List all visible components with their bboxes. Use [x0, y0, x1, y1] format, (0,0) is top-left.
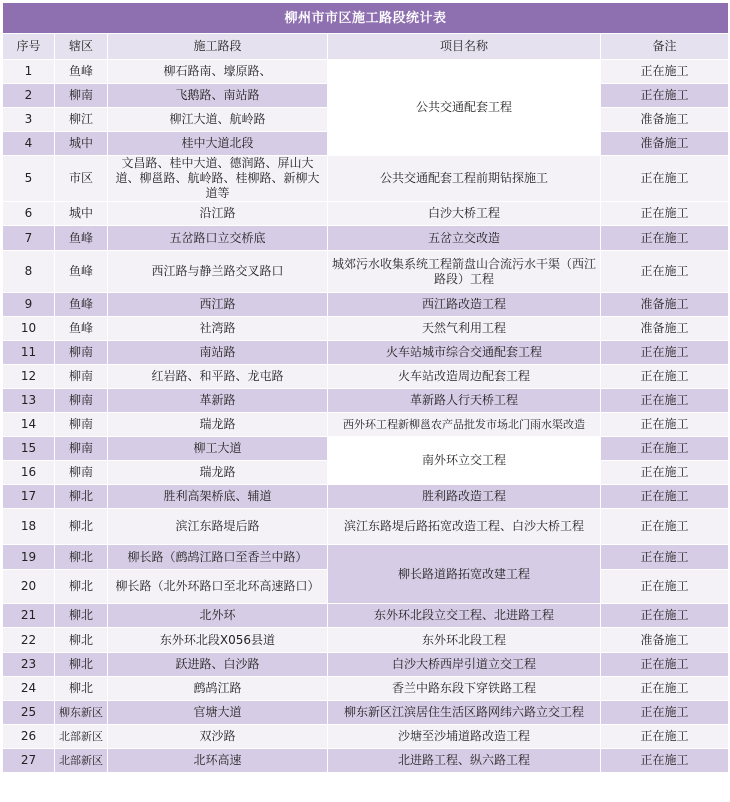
- cell-no: 2: [3, 84, 55, 108]
- cell-no: 5: [3, 156, 55, 202]
- cell-project: 革新路人行天桥工程: [328, 389, 601, 413]
- cell-no: 22: [3, 628, 55, 653]
- cell-no: 26: [3, 725, 55, 749]
- cell-road: 桂中大道北段: [108, 132, 328, 156]
- cell-no: 19: [3, 545, 55, 570]
- cell-district: 柳南: [55, 365, 108, 389]
- cell-road: 北环高速: [108, 749, 328, 773]
- table-row: [3, 545, 729, 570]
- cell-project: 滨江东路堤后路拓宽改造工程、白沙大桥工程: [328, 509, 601, 545]
- cell-note: 正在施工: [601, 545, 729, 570]
- cell-road: 红岩路、和平路、龙屯路: [108, 365, 328, 389]
- cell-no: 20: [3, 570, 55, 604]
- cell-note: 准备施工: [601, 108, 729, 132]
- header-project: 项目名称: [328, 34, 601, 60]
- cell-district: 鱼峰: [55, 60, 108, 84]
- cell-district: 柳南: [55, 341, 108, 365]
- cell-note: 正在施工: [601, 156, 729, 202]
- cell-note: 准备施工: [601, 132, 729, 156]
- cell-note: 正在施工: [601, 570, 729, 604]
- cell-project-merged: 柳长路道路拓宽改建工程: [328, 545, 601, 604]
- cell-road: 鹧鸪江路: [108, 677, 328, 701]
- cell-no: 10: [3, 317, 55, 341]
- table-row: [3, 677, 729, 701]
- cell-note: 准备施工: [601, 293, 729, 317]
- table-row: [3, 202, 729, 226]
- cell-district: 市区: [55, 156, 108, 202]
- cell-district: 鱼峰: [55, 226, 108, 251]
- cell-district: 柳南: [55, 84, 108, 108]
- cell-district: 柳南: [55, 461, 108, 485]
- cell-no: 6: [3, 202, 55, 226]
- cell-project: 沙塘至沙埔道路改造工程: [328, 725, 601, 749]
- cell-district: 柳北: [55, 570, 108, 604]
- cell-no: 16: [3, 461, 55, 485]
- cell-no: 13: [3, 389, 55, 413]
- cell-project: 胜利路改造工程: [328, 485, 601, 509]
- table-row: [3, 653, 729, 677]
- cell-note: 准备施工: [601, 628, 729, 653]
- cell-no: 23: [3, 653, 55, 677]
- cell-no: 3: [3, 108, 55, 132]
- header-district: 辖区: [55, 34, 108, 60]
- cell-no: 9: [3, 293, 55, 317]
- cell-project: 柳东新区江滨居住生活区路网纬六路立交工程: [328, 701, 601, 725]
- cell-note: 正在施工: [601, 604, 729, 628]
- header-note: 备注: [601, 34, 729, 60]
- cell-road: 沿江路: [108, 202, 328, 226]
- cell-note: 准备施工: [601, 317, 729, 341]
- cell-note: 正在施工: [601, 677, 729, 701]
- table-row: [3, 485, 729, 509]
- cell-no: 17: [3, 485, 55, 509]
- construction-table: [2, 2, 729, 773]
- cell-project: 北进路工程、纵六路工程: [328, 749, 601, 773]
- cell-road: 五岔路口立交桥底: [108, 226, 328, 251]
- cell-note: 正在施工: [601, 251, 729, 293]
- cell-no: 7: [3, 226, 55, 251]
- cell-road: 柳江大道、航岭路: [108, 108, 328, 132]
- cell-district: 柳南: [55, 413, 108, 437]
- cell-district: 鱼峰: [55, 251, 108, 293]
- cell-note: 正在施工: [601, 84, 729, 108]
- cell-project: 公共交通配套工程前期钻探施工: [328, 156, 601, 202]
- cell-district: 城中: [55, 132, 108, 156]
- cell-district: 柳南: [55, 437, 108, 461]
- cell-district: 鱼峰: [55, 293, 108, 317]
- cell-note: 正在施工: [601, 461, 729, 485]
- table-row: [3, 389, 729, 413]
- cell-no: 8: [3, 251, 55, 293]
- cell-district: 柳北: [55, 677, 108, 701]
- cell-district: 柳南: [55, 389, 108, 413]
- table-row: [3, 437, 729, 461]
- cell-note: 正在施工: [601, 389, 729, 413]
- cell-road: 西江路: [108, 293, 328, 317]
- cell-note: 正在施工: [601, 749, 729, 773]
- header-road: 施工路段: [108, 34, 328, 60]
- cell-project: 白沙大桥工程: [328, 202, 601, 226]
- cell-district: 鱼峰: [55, 317, 108, 341]
- cell-project-merged: 南外环立交工程: [328, 437, 601, 485]
- cell-no: 25: [3, 701, 55, 725]
- cell-note: 正在施工: [601, 485, 729, 509]
- cell-project: 西江路改造工程: [328, 293, 601, 317]
- cell-project-merged: 公共交通配套工程: [328, 60, 601, 156]
- cell-no: 15: [3, 437, 55, 461]
- cell-project: 五岔立交改造: [328, 226, 601, 251]
- table-row: [3, 701, 729, 725]
- table-row: [3, 365, 729, 389]
- table-row: [3, 509, 729, 545]
- cell-district: 柳北: [55, 509, 108, 545]
- cell-road: 柳石路南、壕原路、: [108, 60, 328, 84]
- cell-note: 正在施工: [601, 509, 729, 545]
- table-title: 柳州市市区施工路段统计表: [3, 3, 729, 34]
- cell-district: 城中: [55, 202, 108, 226]
- cell-project: 火车站改造周边配套工程: [328, 365, 601, 389]
- cell-district: 柳北: [55, 545, 108, 570]
- cell-road: 柳长路（鹧鸪江路口至香兰中路）: [108, 545, 328, 570]
- cell-no: 12: [3, 365, 55, 389]
- cell-project: 城郊污水收集系统工程箭盘山合流污水干渠（西江路段）工程: [328, 251, 601, 293]
- cell-road: 西江路与静兰路交叉路口: [108, 251, 328, 293]
- cell-no: 1: [3, 60, 55, 84]
- cell-note: 正在施工: [601, 725, 729, 749]
- cell-no: 4: [3, 132, 55, 156]
- cell-no: 27: [3, 749, 55, 773]
- cell-no: 11: [3, 341, 55, 365]
- cell-project: 火车站城市综合交通配套工程: [328, 341, 601, 365]
- cell-district: 北部新区: [55, 725, 108, 749]
- cell-district: 北部新区: [55, 749, 108, 773]
- table-row: [3, 604, 729, 628]
- cell-district: 柳北: [55, 604, 108, 628]
- cell-road: 双沙路: [108, 725, 328, 749]
- cell-note: 正在施工: [601, 226, 729, 251]
- table-row: [3, 725, 729, 749]
- cell-no: 24: [3, 677, 55, 701]
- cell-note: 正在施工: [601, 365, 729, 389]
- cell-road: 革新路: [108, 389, 328, 413]
- table-row: [3, 293, 729, 317]
- header-no: 序号: [3, 34, 55, 60]
- cell-project: 天然气利用工程: [328, 317, 601, 341]
- cell-road: 南站路: [108, 341, 328, 365]
- cell-note: 正在施工: [601, 202, 729, 226]
- cell-road: 官塘大道: [108, 701, 328, 725]
- cell-road: 东外环北段X056县道: [108, 628, 328, 653]
- cell-project: 西外环工程新柳邕农产品批发市场北门雨水渠改造: [328, 413, 601, 437]
- cell-note: 正在施工: [601, 341, 729, 365]
- cell-no: 18: [3, 509, 55, 545]
- cell-road: 瑞龙路: [108, 461, 328, 485]
- cell-district: 柳东新区: [55, 701, 108, 725]
- table-row: [3, 628, 729, 653]
- table-row: [3, 226, 729, 251]
- cell-road: 柳长路（北外环路口至北环高速路口）: [108, 570, 328, 604]
- cell-no: 21: [3, 604, 55, 628]
- cell-road: 北外环: [108, 604, 328, 628]
- table-row: [3, 341, 729, 365]
- cell-road: 瑞龙路: [108, 413, 328, 437]
- table-row: [3, 60, 729, 84]
- header-row: [3, 34, 729, 60]
- cell-project: 白沙大桥西岸引道立交工程: [328, 653, 601, 677]
- cell-project: 东外环北段工程: [328, 628, 601, 653]
- table-row: [3, 749, 729, 773]
- cell-project: 香兰中路东段下穿铁路工程: [328, 677, 601, 701]
- cell-district: 柳北: [55, 485, 108, 509]
- cell-no: 14: [3, 413, 55, 437]
- cell-road: 文昌路、桂中大道、德润路、屏山大道、柳邕路、航岭路、桂柳路、新柳大道等: [108, 156, 328, 202]
- cell-project: 东外环北段立交工程、北进路工程: [328, 604, 601, 628]
- cell-district: 柳北: [55, 653, 108, 677]
- cell-district: 柳江: [55, 108, 108, 132]
- cell-note: 正在施工: [601, 413, 729, 437]
- cell-note: 正在施工: [601, 60, 729, 84]
- cell-road: 胜利高架桥底、辅道: [108, 485, 328, 509]
- table-row: [3, 156, 729, 202]
- cell-road: 飞鹅路、南站路: [108, 84, 328, 108]
- cell-district: 柳北: [55, 628, 108, 653]
- cell-road: 社湾路: [108, 317, 328, 341]
- cell-note: 正在施工: [601, 701, 729, 725]
- cell-note: 正在施工: [601, 437, 729, 461]
- table-row: [3, 413, 729, 437]
- table-row: [3, 251, 729, 293]
- cell-road: 柳工大道: [108, 437, 328, 461]
- cell-road: 跃进路、白沙路: [108, 653, 328, 677]
- table-row: [3, 317, 729, 341]
- cell-road: 滨江东路堤后路: [108, 509, 328, 545]
- cell-note: 正在施工: [601, 653, 729, 677]
